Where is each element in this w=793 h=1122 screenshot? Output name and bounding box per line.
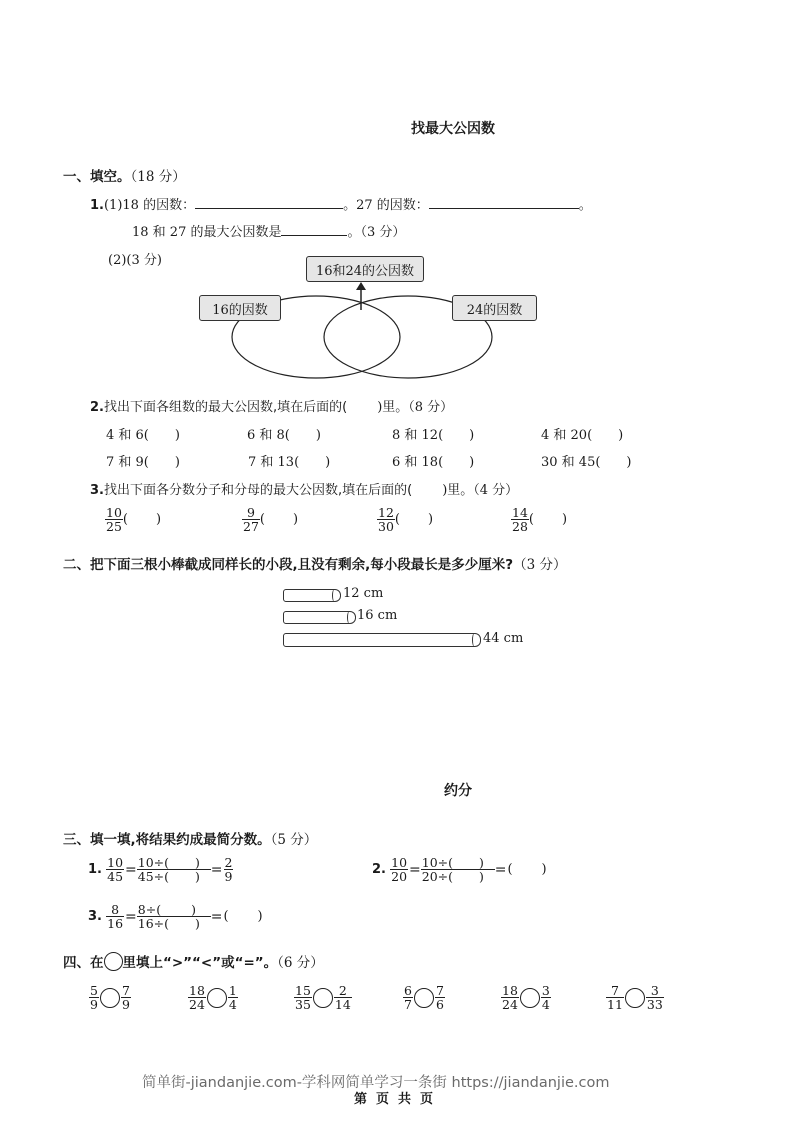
compare-item-2: [188, 984, 238, 1011]
paren-close: ): [618, 428, 624, 443]
paren-open: (: [394, 512, 400, 527]
compare-circle[interactable]: [207, 988, 227, 1008]
paren-close: ): [561, 512, 568, 527]
equals-sign: =: [210, 861, 223, 878]
q1-line2-suffix: 。（3 分）: [347, 225, 406, 240]
q2-item-4: [541, 424, 623, 443]
q3-item-2: [242, 506, 298, 533]
fraction-right: $\frac{2}{14}$: [334, 983, 351, 1012]
section2-heading-text: 二、把下面三根小棒截成同样长的小段,且没有剩余,每小段最长是多少厘米?: [63, 557, 514, 573]
q2-item-label: 7 和 9(: [106, 455, 149, 470]
page-number: 第页共页: [354, 1092, 443, 1107]
fraction: $\frac{8}{16}$: [107, 902, 124, 931]
footer-watermark: 简单街-jiandanjie.com-学科网简单学习一条街 https://jiandanjie.com: [142, 1075, 610, 1091]
fraction-right: $\frac{7}{9}$: [121, 983, 130, 1012]
compare-circle[interactable]: [313, 988, 333, 1008]
s3-item-number: 1.: [88, 862, 102, 877]
venn-diagram: [0, 0, 793, 400]
q2-item-3: [392, 424, 474, 443]
paren-close: ): [626, 455, 632, 470]
rod-44cm: [283, 633, 481, 647]
venn-top-label: 16和24的公因数: [306, 256, 424, 282]
q1-sub1-prefix: (1)18 的因数：: [103, 198, 196, 213]
q2-item-1: [106, 424, 180, 443]
section4-heading: [63, 951, 324, 971]
q2-item-label: 7 和 13(: [248, 455, 300, 470]
fraction-right: $\frac{3}{4}$: [541, 983, 550, 1012]
paren-close: ): [315, 428, 321, 443]
circle-icon: [104, 952, 123, 971]
fraction-left: $\frac{7}{11}$: [607, 983, 623, 1012]
fraction-right: $\frac{1}{4}$: [228, 983, 237, 1012]
fraction-left: $\frac{6}{7}$: [404, 983, 412, 1012]
q3-text: 找出下面各分数分子和分母的最大公因数,填在后面的(: [103, 483, 413, 498]
paren-close: ): [427, 512, 434, 527]
q1-end: 。: [578, 198, 592, 213]
q2-prompt: [90, 396, 453, 415]
s3-item-2: [372, 856, 547, 883]
compare-circle[interactable]: [625, 988, 645, 1008]
fraction: $\frac{14}{28}$: [512, 505, 528, 534]
section2-heading: [63, 553, 566, 573]
q2-item-label: 4 和 6(: [106, 428, 149, 443]
rod-label-44: 44 cm: [483, 631, 524, 646]
fraction-left: $\frac{5}{9}$: [90, 983, 98, 1012]
title-simplify: 约分: [444, 783, 472, 799]
q3-item-4: [511, 506, 567, 533]
section1-points: （18 分）: [130, 169, 186, 185]
equals-sign: =: [125, 861, 137, 878]
compare-item-1: [89, 984, 131, 1011]
section3-heading-text: 三、填一填,将结果约成最简分数。: [63, 832, 271, 848]
paren-close: ): [174, 428, 180, 443]
answer-result-paren[interactable]: ( ): [507, 862, 547, 877]
rod-12cm: [283, 589, 341, 602]
section3-heading: [63, 828, 317, 848]
fraction-division: $\frac{10\div( )}{45\div( )}$: [138, 856, 210, 883]
paren-close: ): [174, 455, 180, 470]
q2-item-label: 30 和 45(: [541, 455, 601, 470]
fraction-right: $\frac{3}{33}$: [646, 983, 663, 1012]
q2-number: 2.: [90, 400, 104, 415]
q2-text: 找出下面各组数的最大公因数,填在后面的(: [103, 400, 348, 415]
venn-left-label: 16的因数: [199, 295, 281, 321]
paren-close: ): [155, 512, 162, 527]
q3-item-3: [377, 506, 433, 533]
q2-text-end: )里。（8 分）: [377, 400, 454, 415]
equals-sign: =: [210, 908, 223, 925]
rod-label-16: 16 cm: [357, 608, 398, 623]
paren-close: ): [469, 455, 475, 470]
equals-sign: =: [125, 908, 137, 925]
rod-16cm: [283, 611, 356, 624]
section2-points: （3 分）: [513, 557, 567, 573]
fraction-result: $\frac{2}{9}$: [224, 855, 233, 884]
s3-item-number: 2.: [372, 862, 386, 877]
section4-points: （6 分）: [277, 955, 324, 971]
q1-number: 1.: [90, 198, 104, 213]
q2-item-8: [541, 451, 632, 470]
fraction-left: $\frac{18}{24}$: [502, 983, 518, 1012]
fraction: $\frac{10}{45}$: [107, 855, 124, 884]
paren-close: ): [292, 512, 299, 527]
section3-points: （5 分）: [270, 832, 318, 848]
q1-mid-text: 。27 的因数：: [343, 198, 429, 213]
equals-sign: =: [409, 861, 421, 878]
q1-line2-prefix: 18 和 27 的最大公因数是: [132, 225, 282, 240]
fraction: $\frac{10}{25}$: [106, 505, 122, 534]
s3-item-number: 3.: [88, 909, 102, 924]
answer-result-paren[interactable]: ( ): [223, 909, 263, 924]
paren-open: (: [528, 512, 534, 527]
compare-item-3: [294, 984, 352, 1011]
fraction-left: $\frac{18}{24}$: [189, 983, 205, 1012]
section4-heading-a: 四、在: [63, 955, 104, 971]
paren-open: (: [259, 512, 265, 527]
q2-item-label: 4 和 20(: [541, 428, 593, 443]
rod-label-12: 12 cm: [343, 586, 384, 601]
q2-item-2: [247, 424, 321, 443]
paren-close: ): [469, 428, 475, 443]
compare-circle[interactable]: [414, 988, 434, 1008]
paren-open: (: [122, 512, 128, 527]
compare-item-5: [501, 984, 551, 1011]
fraction-right: $\frac{7}{6}$: [435, 983, 444, 1012]
q2-item-label: 8 和 12(: [392, 428, 444, 443]
arrow-up-icon: [356, 282, 366, 290]
title-find-gcd: 找最大公因数: [411, 121, 495, 137]
fraction-division: $\frac{8\div( )}{16\div( )}$: [138, 903, 210, 930]
equals-sign: =: [494, 861, 507, 878]
q3-number: 3.: [90, 483, 104, 498]
fraction: $\frac{12}{30}$: [378, 505, 394, 534]
q3-text-end: )里。（4 分）: [442, 483, 519, 498]
q2-item-5: [106, 451, 180, 470]
compare-item-4: [403, 984, 445, 1011]
compare-circle[interactable]: [520, 988, 540, 1008]
section1-heading-text: 一、填空。: [63, 169, 131, 185]
compare-item-6: [606, 984, 664, 1011]
fraction-division: $\frac{10\div( )}{20\div( )}$: [422, 856, 494, 883]
q1-sub2: (2)(3 分): [108, 253, 162, 268]
s3-item-3: [88, 903, 263, 930]
q2-item-6: [248, 451, 330, 470]
s3-item-1: [88, 856, 233, 883]
section4-heading-b: 里填上“>”“<”或“=”。: [122, 955, 278, 971]
q2-item-label: 6 和 8(: [247, 428, 290, 443]
q2-item-label: 6 和 18(: [392, 455, 444, 470]
q3-prompt: [90, 479, 518, 498]
compare-circle[interactable]: [100, 988, 120, 1008]
fraction-left: $\frac{15}{35}$: [295, 983, 311, 1012]
paren-close: ): [325, 455, 331, 470]
fraction: $\frac{10}{20}$: [391, 855, 408, 884]
q3-item-1: [105, 506, 161, 533]
fraction: $\frac{9}{27}$: [243, 505, 259, 534]
venn-right-label: 24的因数: [452, 295, 537, 321]
q2-item-7: [392, 451, 474, 470]
